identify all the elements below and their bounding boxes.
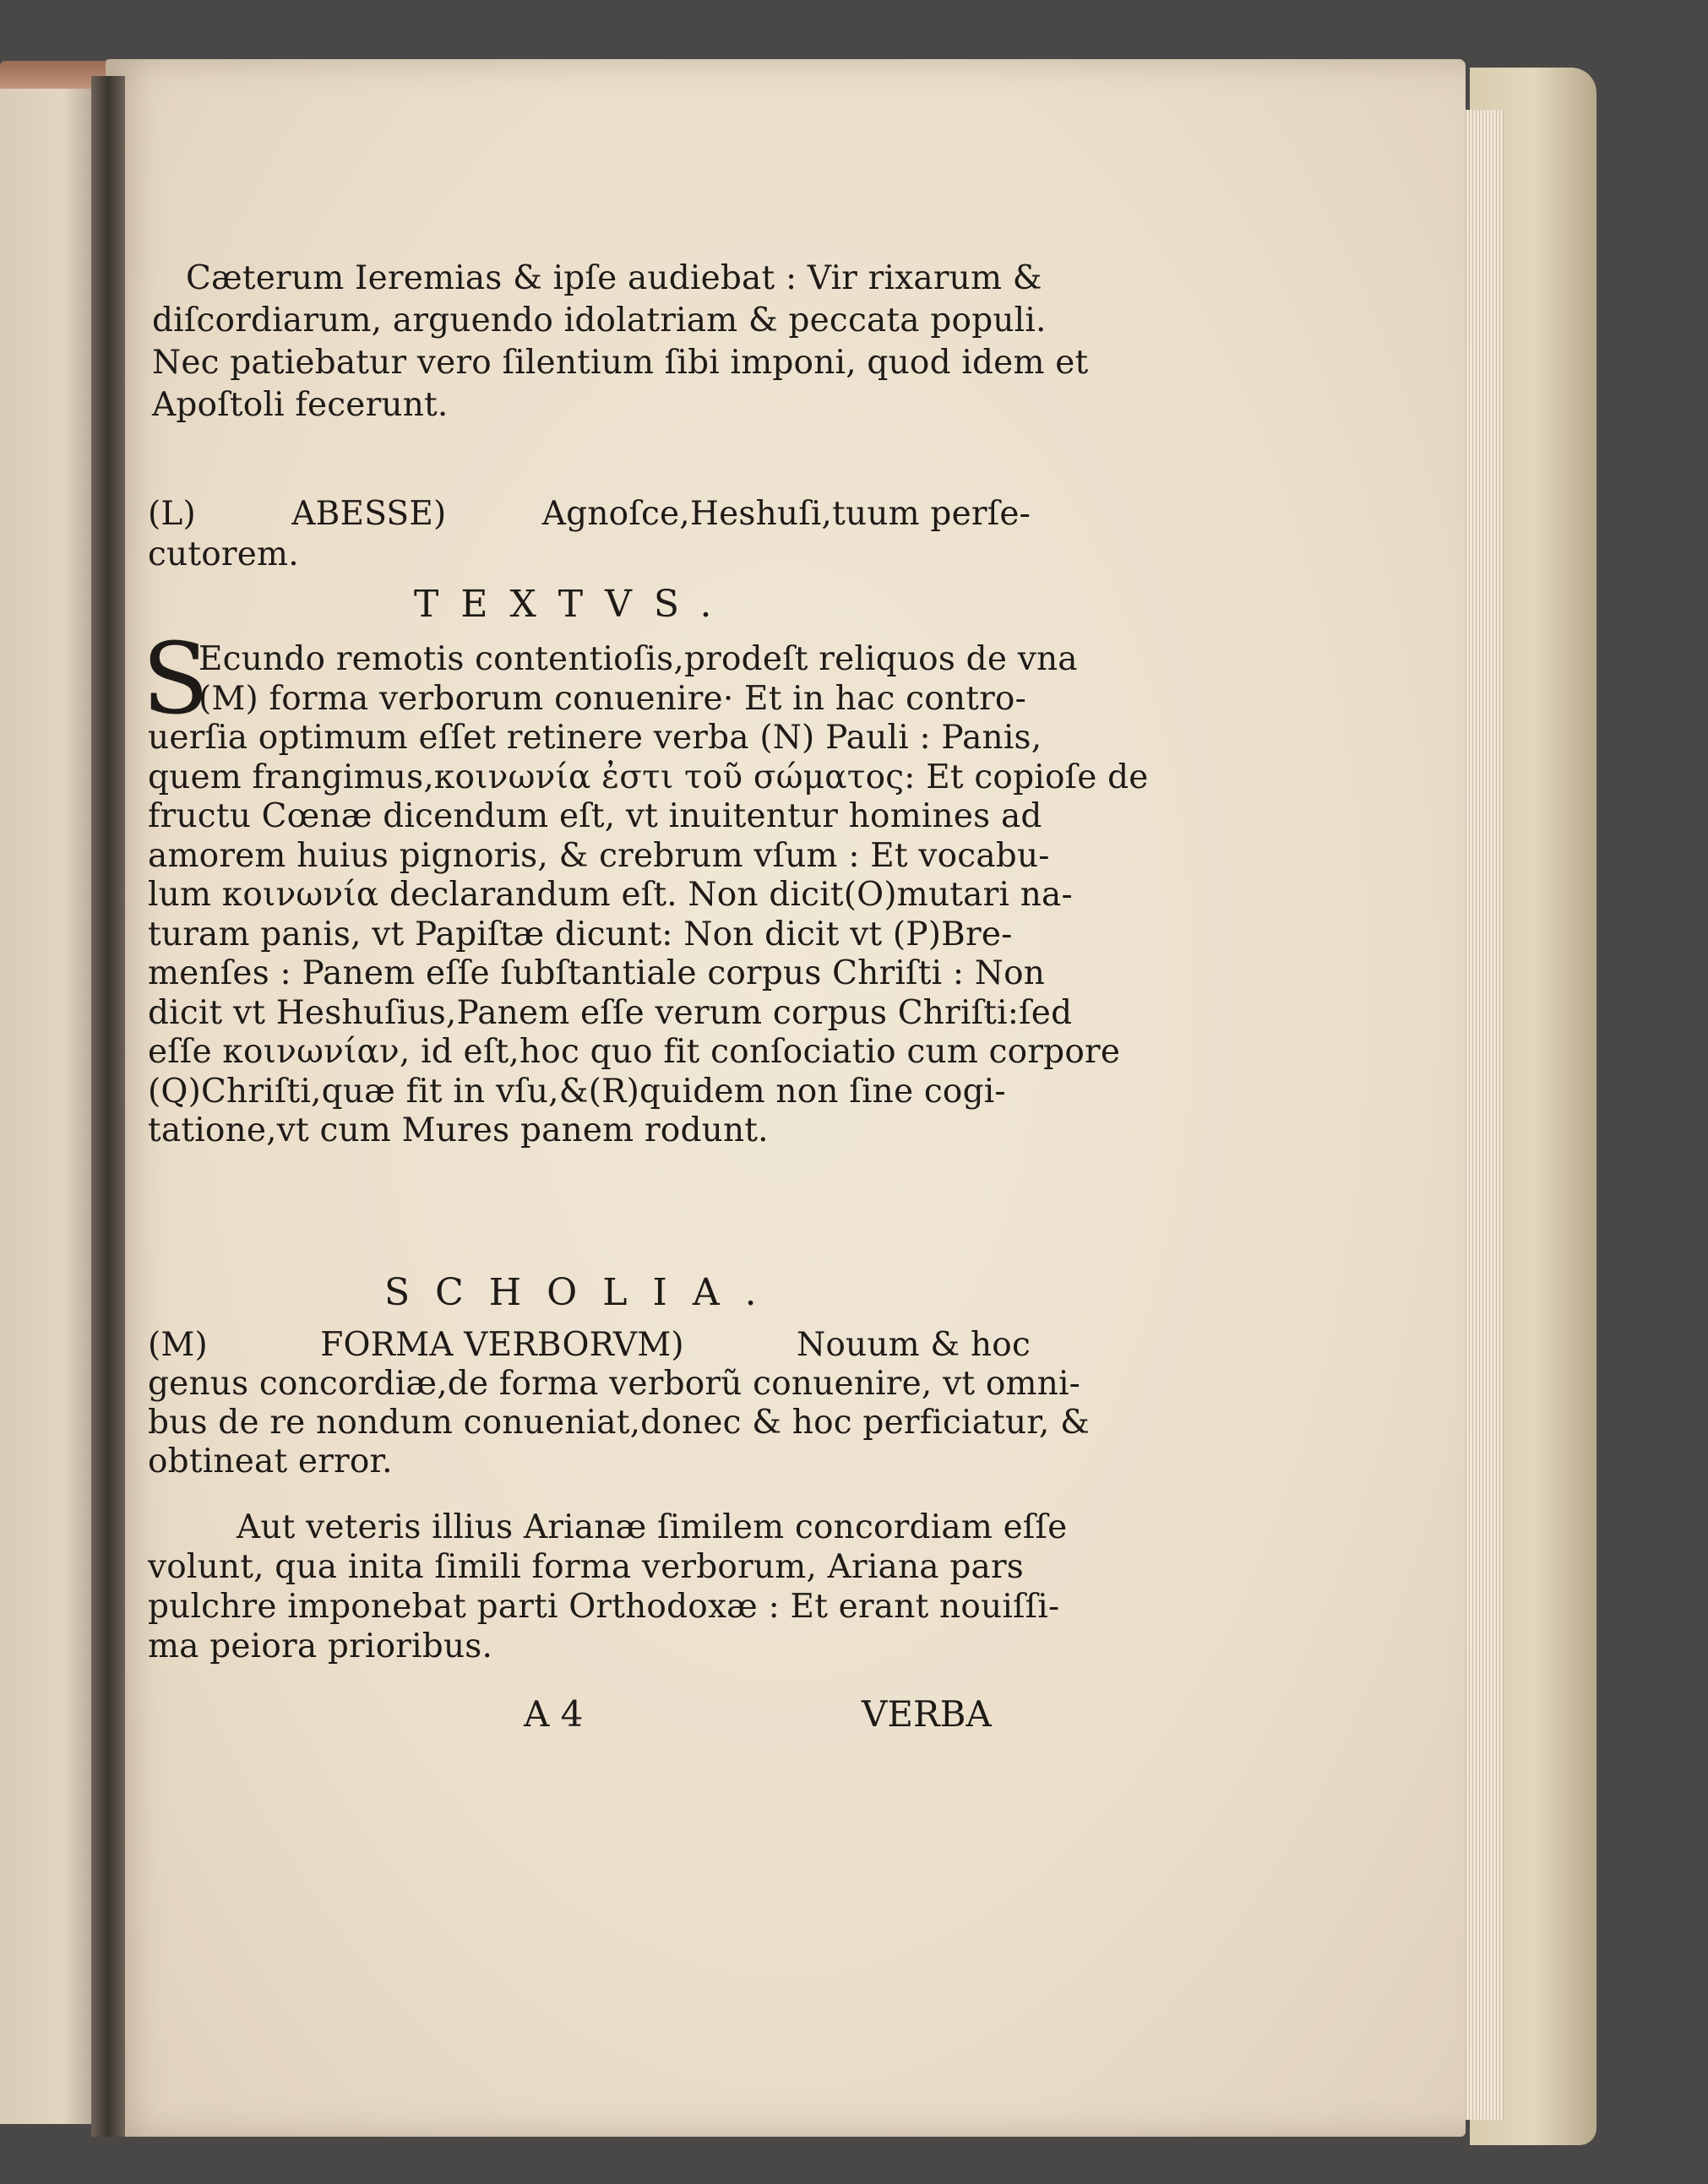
section-heading-textus: TEXTVS. (414, 583, 734, 626)
text-line: dicit vt Heshuſius,Panem eſſe verum corpus Chriſti:ſed (148, 993, 1073, 1032)
text-line: tatione,vt cum Mures panem rodunt. (148, 1111, 769, 1149)
text-line: bus de re nondum conueniat,donec & hoc perficiatur, & (148, 1404, 1091, 1442)
text-line: (M) forma verborum conuenire· Et in hac contro- (199, 679, 1026, 718)
scholia-paragraph (148, 1508, 1068, 1666)
text-line: quem frangimus,κοινωνία ἐστι τοῦ σώματος: Et copioſe de (148, 758, 1149, 796)
note-lemma: FORMA VERBORVM) (320, 1326, 684, 1364)
text-line: ma peiora prioribus. (148, 1627, 493, 1665)
note-marker: (L) (148, 495, 196, 533)
text-line: Cæterum Ieremias & ipſe audiebat : Vir rixarum & (186, 259, 1042, 297)
text-line: cutorem. (148, 535, 299, 573)
text-line: uerſia optimum eſſet retinere verba (N) Pauli : Panis, (148, 719, 1042, 757)
note-text: Nouum & hoc (797, 1326, 1031, 1364)
gutter-shadow (91, 76, 125, 2137)
signature-mark: A 4 (524, 1693, 584, 1735)
opening-paragraph (152, 258, 1089, 426)
text-line: volunt, qua inita ſimili forma verborum, Ariana pars (148, 1548, 1025, 1586)
text-line: turam panis, vt Papiſtæ dicunt: Non dicit vt (P)Bre- (148, 915, 1013, 953)
text-line: Apoſtoli fecerunt. (152, 386, 449, 424)
text-line: obtineat error. (148, 1442, 393, 1480)
note-text: Agnoſce,Heshuſi,tuum perſe- (541, 495, 1031, 533)
text-line: pulchre imponebat parti Orthodoxæ : Et erant nouiſſi- (148, 1588, 1060, 1626)
text-line: menſes : Panem eſſe ſubſtantiale corpus Chriſti : Non (148, 954, 1046, 992)
note-l-line (148, 494, 1031, 535)
note-marker: (M) (148, 1326, 208, 1364)
drop-cap: S (142, 622, 209, 736)
note-m (148, 1326, 1091, 1481)
note-lemma: ABESSE) (291, 495, 447, 533)
catchword: VERBA (862, 1693, 992, 1735)
text-line: eſſe κοινωνίαν, id eſt,hoc quo fit conſociatio cum corpore (148, 1033, 1121, 1071)
text-line: lum κοινωνία declarandum eſt. Non dicit(O)mutari na- (148, 876, 1073, 914)
text-line: Nec patiebatur vero ſilentium ſibi imponi, quod idem et (152, 344, 1089, 382)
text-line: genus concordiæ,de forma verborũ conuenire, vt omni- (148, 1365, 1081, 1403)
text-line: amorem huius pignoris, & crebrum vſum : Et vocabu- (148, 836, 1050, 875)
note-l (148, 494, 1031, 575)
text-line: Ecundo remotis contentioſis,prodeſt reliquos de vna (199, 640, 1078, 678)
text-line: (Q)Chriſti,quæ fit in vſu,&(R)quidem non ſine cogi- (148, 1072, 1006, 1111)
textus-body (148, 640, 1149, 1151)
text-line: Aut veteris illius Arianæ ſimilem concordiam eſſe (237, 1508, 1068, 1546)
text-line: fructu Cœnæ dicendum eſt, vt inuitentur homines ad (148, 797, 1042, 835)
note-m-line (148, 1326, 1031, 1365)
facing-page-edge (0, 89, 106, 2124)
section-heading-scholia: SCHOLIA. (384, 1271, 782, 1314)
text-line: diſcordiarum, arguendo idolatriam & peccata populi. (152, 302, 1047, 340)
